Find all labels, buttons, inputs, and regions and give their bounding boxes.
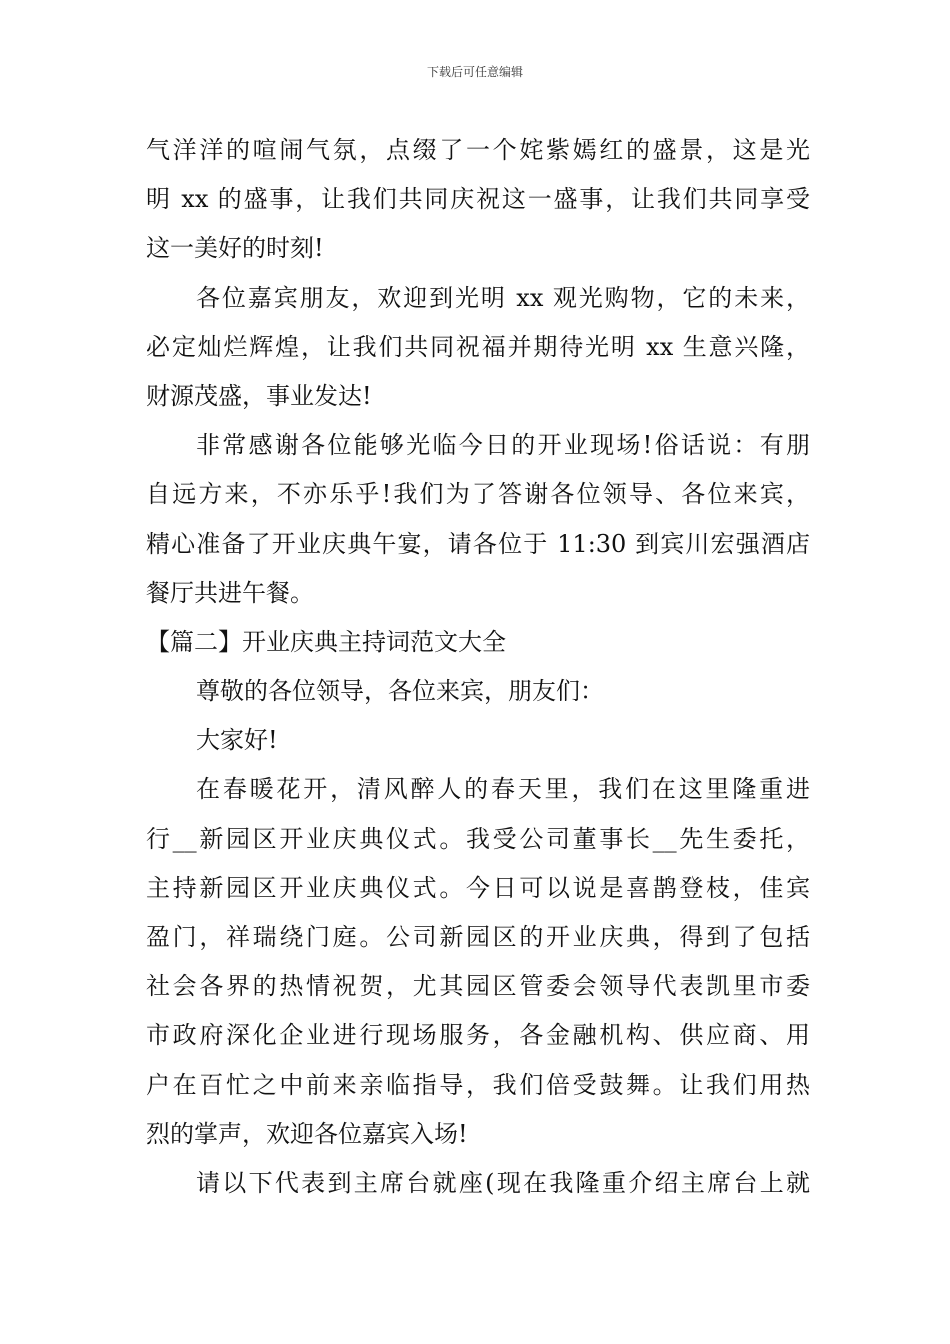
text-line: 社会各界的热情祝贺，尤其园区管委会领导代表凯里市委 (146, 972, 810, 1001)
text-line: 在春暖花开，清风醉人的春天里，我们在这里隆重进 (196, 775, 810, 804)
text-line: 盈门，祥瑞绕门庭。公司新园区的开业庆典，得到了包括 (146, 923, 810, 951)
text-line: 大家好! (196, 726, 278, 755)
text-line: 非常感谢各位能够光临今日的开业现场!俗话说：有朋 (196, 431, 810, 460)
text-line: 必定灿烂辉煌，让我们共同祝福并期待光明 xx 生意兴隆， (146, 332, 810, 361)
page-header: 下载后可任意编辑 (426, 65, 523, 79)
text-line: 这一美好的时刻! (146, 234, 324, 263)
text-line: 户在百忙之中前来亲临指导，我们倍受鼓舞。让我们用热 (146, 1070, 810, 1099)
text-line: 餐厅共进午餐。 (146, 578, 314, 607)
text-line: 行__新园区开业庆典仪式。我受公司董事长__先生委托， (146, 824, 810, 853)
text-line: 尊敬的各位领导，各位来宾，朋友们： (196, 677, 604, 706)
document-body (146, 126, 810, 1208)
text-line: 【篇二】开业庆典主持词范文大全 (146, 627, 506, 656)
text-line: 自远方来，不亦乐乎!我们为了答谢各位领导、各位来宾， (146, 480, 810, 509)
text-line: 财源茂盛，事业发达! (146, 381, 372, 410)
text-line: 请以下代表到主席台就座(现在我隆重介绍主席台上就 (196, 1168, 810, 1197)
text-line: 各位嘉宾朋友，欢迎到光明 xx 观光购物，它的未来， (196, 283, 810, 312)
text-line: 明 xx 的盛事，让我们共同庆祝这一盛事，让我们共同享受 (146, 185, 810, 214)
text-line: 烈的掌声，欢迎各位嘉宾入场! (146, 1119, 468, 1148)
text-line: 气洋洋的喧闹气氛，点缀了一个姹紫嫣红的盛景，这是光 (146, 136, 810, 164)
text-line: 精心准备了开业庆典午宴，请各位于 11:30 到宾川宏强酒店 (146, 529, 810, 558)
text-line: 主持新园区开业庆典仪式。今日可以说是喜鹊登枝，佳宾 (146, 873, 810, 902)
text-line: 市政府深化企业进行现场服务，各金融机构、供应商、用 (146, 1021, 810, 1050)
